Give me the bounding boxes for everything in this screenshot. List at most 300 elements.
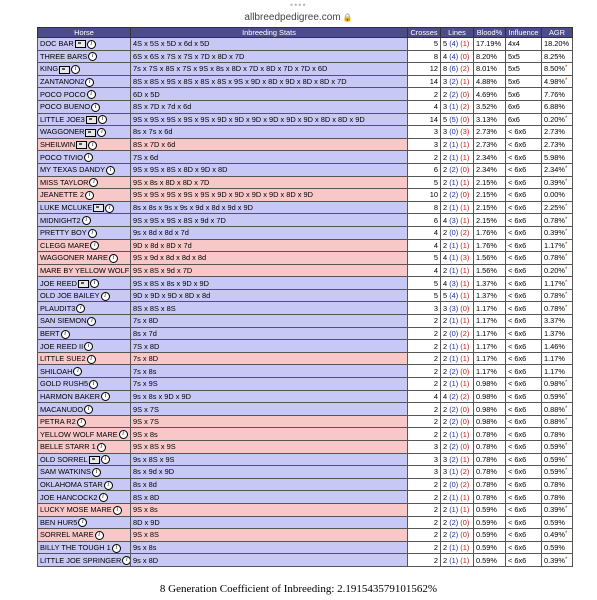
lines-total: 2 [443,492,448,502]
inbreeding-stats-cell: 8s x 9d x 9D [131,466,408,479]
inbreeding-table-container [37,27,572,567]
agr-value: 2.34% [544,165,565,175]
horse-cell [38,189,131,202]
crosses-cell: 12 [408,63,441,76]
horse-name-link[interactable]: ZANTANON2 [40,77,85,87]
crosses-cell: 2 [408,503,441,516]
agr-cell [542,50,573,63]
inbreeding-stats-cell: 9s x 8S x 9S [131,453,408,466]
lines-cell [441,277,474,290]
blood-percent-cell: 2.15% [474,201,506,214]
horse-name-link[interactable]: MY TEXAS DANDY [40,165,106,175]
info-icon[interactable]: i [109,254,118,263]
table-row [38,365,573,378]
lines-sire-count: (1) [449,177,459,187]
lines-cell [441,315,474,328]
info-icon[interactable]: i [76,304,85,313]
header-crosses[interactable]: Crosses [408,28,441,38]
lines-dam-count: (0) [460,51,470,61]
crosses-cell: 14 [408,75,441,88]
lines-sire-count: (1) [449,316,459,326]
inbreeding-stats-cell: 8S x 8S x 9S x 8S x 8S x 8S x 9S x 9D x 8D x 9D x 8D x 8D x 7D [131,75,408,88]
influence-cell: < 6x6 [506,378,542,391]
horse-cell [38,478,131,491]
agr-cell [542,352,573,365]
horse-cell [38,151,131,164]
info-icon[interactable]: i [106,166,115,175]
horse-name-link[interactable]: CLEGG MARE [40,240,90,250]
info-icon[interactable]: i [122,556,130,565]
photo-icon[interactable] [89,456,100,464]
agr-cell [542,340,573,353]
inbreeding-stats-cell: 9S x 7S [131,415,408,428]
info-icon[interactable]: i [85,191,94,200]
horse-cell [38,453,131,466]
info-icon[interactable]: i [119,430,128,439]
info-icon[interactable]: i [112,544,121,553]
photo-icon[interactable] [59,66,70,74]
agr-cell [542,100,573,113]
agr-value: 0.78% [544,429,565,439]
agr-value: 0.39% [544,505,565,515]
asterisk-icon: * [564,304,568,311]
table-row [38,138,573,151]
inbreeding-stats-cell: 9D x 8d x 8D x 7d [131,239,408,252]
blood-percent-cell: 1.17% [474,315,506,328]
horse-name-link[interactable]: OKLAHOMA STAR [40,480,103,490]
influence-cell: < 6x6 [506,327,542,340]
header-agr[interactable]: AGR [542,28,573,38]
horse-name-link[interactable]: SAN SIEMON [40,316,87,326]
url-text: allbreedpedigree.com [244,12,341,23]
agr-value: 4.98% [544,77,565,87]
lines-total: 2 [443,379,448,389]
agr-value: 8.25% [544,51,565,61]
header-inbreeding-stats[interactable]: Inbreeding Stats [131,28,408,38]
info-icon[interactable]: i [84,405,93,414]
lines-sire-count: (1) [449,253,459,263]
horse-name-link[interactable]: MIDNIGHT2 [40,215,81,225]
table-row [38,529,573,542]
influence-cell: < 6x6 [506,365,542,378]
blood-percent-cell: 0.59% [474,529,506,542]
address-bar[interactable] [0,12,597,26]
horse-name-link[interactable]: BELLE STARR 1 [40,442,96,452]
info-icon[interactable]: i [90,241,99,250]
lines-cell [441,340,474,353]
agr-cell [542,277,573,290]
inbreeding-stats-cell: 7s x 8D [131,315,408,328]
horse-name-link[interactable]: THREE BARS [40,51,88,61]
header-influence[interactable]: Influence [506,28,542,38]
horse-name-link[interactable]: BERT [40,328,60,338]
header-lines[interactable]: Lines [441,28,474,38]
lines-sire-count: (1) [449,379,459,389]
lines-cell [441,390,474,403]
crosses-cell: 2 [408,428,441,441]
horse-name-link[interactable]: SORREL MARE [40,530,94,540]
lines-cell [441,75,474,88]
crosses-cell: 3 [408,302,441,315]
inbreeding-stats-cell: 7s x 8s [131,365,408,378]
lines-cell [441,403,474,416]
influence-cell: < 6x6 [506,138,542,151]
horse-cell [38,466,131,479]
influence-cell: < 6x6 [506,189,542,202]
horse-cell [38,38,131,51]
horse-name-link[interactable]: HARMON BAKER [40,391,100,401]
blood-percent-cell: 1.17% [474,327,506,340]
blood-percent-cell: 1.76% [474,226,506,239]
info-icon[interactable]: i [97,443,106,452]
crosses-cell: 8 [408,201,441,214]
info-icon[interactable]: i [89,178,98,187]
influence-cell: 6x6 [506,113,542,126]
asterisk-icon: * [564,531,568,538]
influence-cell: < 6x6 [506,516,542,529]
info-icon[interactable]: i [82,216,91,225]
crosses-cell: 2 [408,315,441,328]
info-icon[interactable]: i [87,40,96,49]
info-icon[interactable]: i [92,468,101,477]
horse-name-link[interactable]: DOC BAR [40,39,74,49]
horse-name-link[interactable]: BILLY THE TOUGH 1 [40,543,111,553]
info-icon[interactable]: i [85,78,94,87]
info-icon[interactable]: i [91,103,100,112]
inbreeding-stats-cell: 9S x 8s [131,428,408,441]
lines-cell [441,138,474,151]
lines-total: 3 [443,454,448,464]
info-icon[interactable]: i [77,418,86,427]
table-row [38,378,573,391]
crosses-cell: 2 [408,327,441,340]
lines-dam-count: (1) [460,77,470,87]
crosses-cell: 5 [408,277,441,290]
photo-icon[interactable] [86,116,97,124]
asterisk-icon: * [564,279,568,286]
lines-dam-count: (1) [460,140,470,150]
horse-cell [38,529,131,542]
influence-cell: < 6x6 [506,478,542,491]
horse-name-link[interactable]: JEANETTE 2 [40,190,84,200]
lines-dam-count: (1) [460,543,470,553]
horse-name-link[interactable]: JOE REED [40,278,77,288]
table-row [38,478,573,491]
agr-value: 0.78% [544,480,565,490]
lines-total: 3 [443,102,448,112]
agr-cell [542,365,573,378]
agr-cell [542,378,573,391]
lines-sire-count: (1) [449,203,459,213]
info-icon[interactable]: i [88,52,97,61]
inbreeding-stats-cell: 6S x 6S x 7S x 7S x 7D x 8D x 7D [131,50,408,63]
info-icon[interactable]: i [98,115,107,124]
lines-cell [441,239,474,252]
asterisk-icon: * [564,405,568,412]
influence-cell: < 6x6 [506,529,542,542]
horse-name-link[interactable]: POCO BUENO [40,102,91,112]
info-icon[interactable]: i [90,279,99,288]
blood-percent-cell: 8.01% [474,63,506,76]
horse-name-link[interactable]: PETRA R2 [40,417,76,427]
info-icon[interactable]: i [87,355,96,364]
info-icon[interactable]: i [87,317,96,326]
influence-cell: < 6x6 [506,340,542,353]
lines-sire-count: (2) [449,190,459,200]
horse-name-link[interactable]: WAGGONER [40,127,85,137]
lines-sire-count: (4) [449,51,459,61]
horse-name-link[interactable]: SAM WATKINS [40,467,91,477]
crosses-cell: 4 [408,239,441,252]
lines-dam-count: (2) [460,228,470,238]
horse-name-link[interactable]: OLD SORREL [40,454,88,464]
lines-sire-count: (2) [449,77,459,87]
lines-cell [441,289,474,302]
lines-sire-count: (1) [449,102,459,112]
horse-name-link[interactable]: MACANUDO [40,404,84,414]
horse-name-link[interactable]: BEN HUR5 [40,517,78,527]
influence-cell: < 6x6 [506,163,542,176]
lines-sire-count: (1) [449,341,459,351]
agr-value: 1.46% [544,341,565,351]
inbreeding-stats-cell: 9S x 8S x 9S [131,441,408,454]
influence-cell: < 6x6 [506,415,542,428]
agr-cell [542,88,573,101]
agr-cell [542,390,573,403]
lines-total: 2 [443,366,448,376]
lines-cell [441,415,474,428]
horse-name-link[interactable]: POCO POCO [40,89,86,99]
agr-cell [542,252,573,265]
agr-cell [542,113,573,126]
info-icon[interactable]: i [73,367,82,376]
influence-cell: 5x6 [506,88,542,101]
header-blood[interactable]: Blood% [474,28,506,38]
lines-cell [441,478,474,491]
inbreeding-stats-cell: 9S x 9S x 9S x 8S x 9d x 7D [131,214,408,227]
horse-cell [38,126,131,139]
horse-name-link[interactable]: LUCKY MOSE MARE [40,505,112,515]
info-icon[interactable]: i [99,493,108,502]
agr-cell [542,226,573,239]
inbreeding-stats-cell: 9D x 9D x 9D x 8D x 8d [131,289,408,302]
info-icon[interactable]: i [87,90,96,99]
inbreeding-stats-cell: 9s x 8d x 8d x 7d [131,226,408,239]
asterisk-icon: * [564,78,568,85]
info-icon[interactable]: i [61,330,70,339]
influence-cell: < 6x6 [506,214,542,227]
inbreeding-stats-cell: 8s x 8d [131,478,408,491]
photo-icon[interactable] [93,204,104,212]
agr-cell [542,529,573,542]
horse-name-link[interactable]: KING [40,64,59,74]
lines-sire-count: (2) [449,417,459,427]
table-row [38,327,573,340]
info-icon[interactable]: i [101,392,110,401]
table-row [38,189,573,202]
table-row [38,277,573,290]
crosses-cell: 2 [408,151,441,164]
crosses-cell: 2 [408,541,441,554]
asterisk-icon: * [564,266,568,273]
info-icon[interactable]: i [95,531,104,540]
lines-sire-count: (2) [449,517,459,527]
info-icon[interactable]: i [113,506,122,515]
lines-dam-count: (1) [460,341,470,351]
horse-name-link[interactable]: MISS TAYLOR [40,177,89,187]
lines-cell [441,201,474,214]
lines-dam-count: (0) [460,404,470,414]
horse-name-link[interactable]: POCO TIVIO [40,152,83,162]
lines-sire-count: (1) [449,240,459,250]
lines-cell [441,466,474,479]
lines-dam-count: (1) [460,454,470,464]
crosses-cell: 5 [408,176,441,189]
inbreeding-stats-cell: 7s x 7S x 8S x 7S x 9S x 8s x 8D x 7D x 8D x 7D x 7D x 6D [131,63,408,76]
lines-dam-count: (1) [460,240,470,250]
horse-name-link[interactable]: GOLD RUSH5 [40,379,89,389]
agr-value: 0.59% [544,442,565,452]
lines-cell [441,38,474,51]
agr-value: 0.88% [544,404,565,414]
info-icon[interactable]: i [101,292,110,301]
influence-cell: 4x4 [506,38,542,51]
blood-percent-cell: 17.19% [474,38,506,51]
horse-cell [38,541,131,554]
info-icon[interactable]: i [105,204,114,213]
blood-percent-cell: 0.59% [474,516,506,529]
lines-total: 3 [443,303,448,313]
lines-dam-count: (0) [460,190,470,200]
lines-dam-count: (0) [460,89,470,99]
info-icon[interactable]: i [101,455,110,464]
horse-name-link[interactable]: PLAUDIT3 [40,303,76,313]
info-icon[interactable]: i [78,518,87,527]
influence-cell: < 6x6 [506,252,542,265]
photo-icon[interactable] [75,40,86,48]
lines-total: 5 [443,39,448,49]
agr-value: 0.88% [544,417,565,427]
horse-name-link[interactable]: OLD JOE BAILEY [40,291,100,301]
horse-cell [38,113,131,126]
horse-name-link[interactable]: LUKE MCLUKE [40,203,93,213]
lines-cell [441,163,474,176]
lines-total: 2 [443,140,448,150]
lines-total: 2 [443,177,448,187]
info-icon[interactable]: i [89,380,98,389]
table-row [38,340,573,353]
horse-name-link[interactable]: JOE REED II [40,341,84,351]
table-row [38,453,573,466]
blood-percent-cell: 1.37% [474,277,506,290]
lines-dam-count: (0) [460,417,470,427]
crosses-cell: 2 [408,340,441,353]
horse-cell [38,441,131,454]
lines-cell [441,189,474,202]
blood-percent-cell: 0.98% [474,390,506,403]
header-horse[interactable]: Horse [38,28,131,38]
blood-percent-cell: 1.37% [474,289,506,302]
agr-value: 0.78% [544,303,565,313]
horse-name-link[interactable]: LITTLE JOE SPRINGER [40,555,122,565]
horse-name-link[interactable]: LITTLE SUE2 [40,354,86,364]
horse-name-link[interactable]: SHEILWIN [40,140,76,150]
blood-percent-cell: 0.78% [474,478,506,491]
blood-percent-cell: 0.78% [474,466,506,479]
lines-dam-count: (1) [460,555,470,565]
agr-value: 8.50% [544,64,565,74]
blood-percent-cell: 0.98% [474,415,506,428]
horse-name-link[interactable]: WAGGONER MARE [40,253,108,263]
lines-sire-count: (1) [449,265,459,275]
influence-cell: < 6x6 [506,126,542,139]
photo-icon[interactable] [76,141,87,149]
table-body [38,38,573,567]
horse-name-link[interactable]: PRETTY BOY [40,228,87,238]
asterisk-icon: * [564,115,568,122]
lines-sire-count: (2) [449,404,459,414]
photo-icon[interactable] [85,129,96,137]
info-icon[interactable]: i [88,141,97,150]
lines-sire-count: (1) [449,492,459,502]
horse-name-link[interactable]: YELLOW WOLF MARE [40,429,118,439]
lines-sire-count: (3) [449,278,459,288]
crosses-cell: 3 [408,138,441,151]
horse-cell [38,327,131,340]
info-icon[interactable]: i [84,342,93,351]
lines-total: 2 [443,543,448,553]
lines-sire-count: (5) [449,114,459,124]
crosses-cell: 2 [408,365,441,378]
horse-cell [38,365,131,378]
more-dots-icon[interactable]: •••• [290,0,307,10]
crosses-cell: 2 [408,516,441,529]
horse-name-link[interactable]: MARE BY YELLOW WOLF [40,265,130,275]
agr-cell [542,415,573,428]
lines-total: 2 [443,228,448,238]
info-icon[interactable]: i [88,229,97,238]
photo-icon[interactable] [78,280,89,288]
blood-percent-cell: 4.88% [474,75,506,88]
lines-cell [441,113,474,126]
agr-cell [542,189,573,202]
horse-name-link[interactable]: JOE HANCOCK2 [40,492,98,502]
info-icon[interactable]: i [97,128,106,137]
lines-dam-count: (2) [460,391,470,401]
table-row [38,428,573,441]
asterisk-icon: * [564,468,568,475]
horse-cell [38,403,131,416]
table-row [38,163,573,176]
crosses-cell: 6 [408,163,441,176]
horse-name-link[interactable]: SHILOAH [40,366,73,376]
horse-name-link[interactable]: LITTLE JOE3 [40,114,85,124]
blood-percent-cell: 0.78% [474,453,506,466]
info-icon[interactable]: i [84,153,93,162]
lines-dam-count: (1) [460,291,470,301]
lines-sire-count: (1) [449,152,459,162]
lines-dam-count: (0) [460,303,470,313]
table-row [38,201,573,214]
info-icon[interactable]: i [104,481,113,490]
lines-dam-count: (0) [460,114,470,124]
info-icon[interactable]: i [71,65,80,74]
inbreeding-stats-cell: 7S x 6d [131,151,408,164]
horse-cell [38,138,131,151]
agr-cell [542,516,573,529]
horse-cell [38,378,131,391]
table-row [38,390,573,403]
